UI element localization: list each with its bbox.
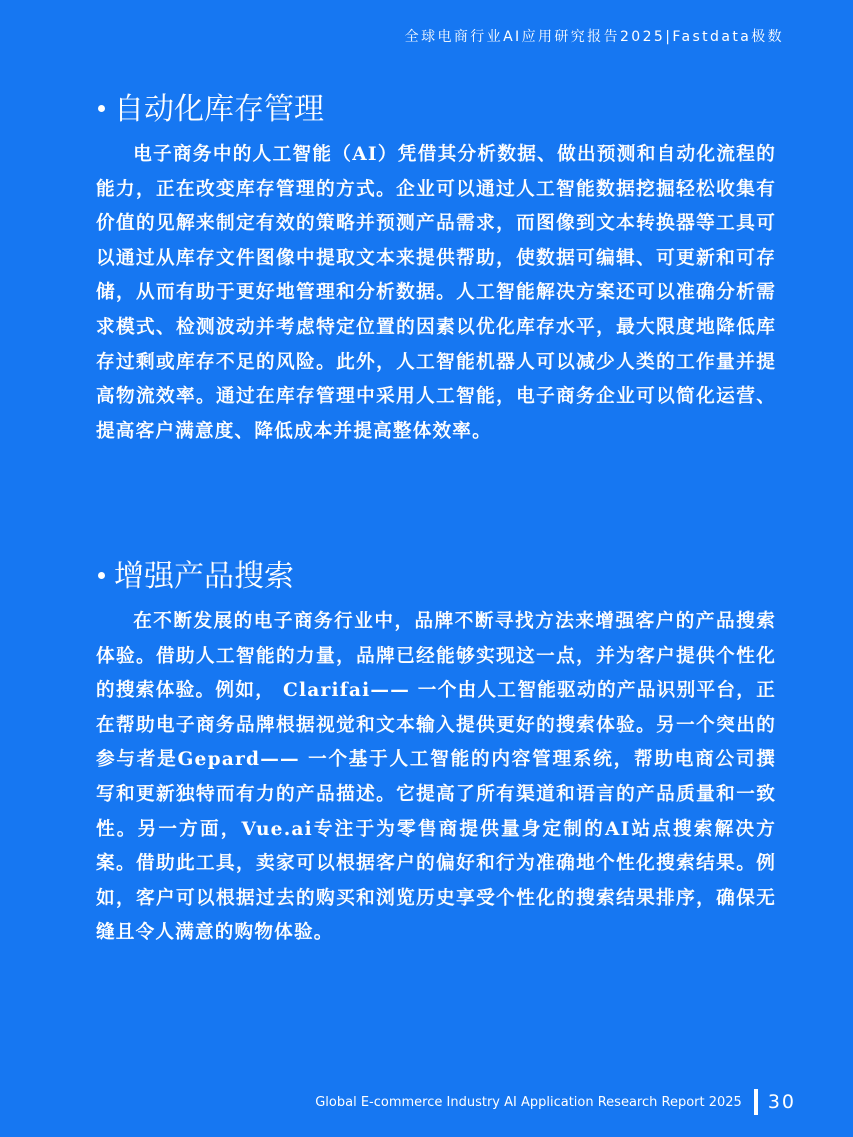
section-heading — [98, 553, 776, 593]
section-heading-text: 增强产品搜索 — [114, 559, 294, 594]
page-number: 30 — [767, 1091, 796, 1113]
section-heading-text: 自动化库存管理 — [114, 92, 324, 127]
footer-report-name: Global E-commerce Industry AI Application Research Report 2025 — [315, 1094, 742, 1110]
report-header: 全球电商行业AI应用研究报告2025|Fastdata极数 — [404, 29, 784, 45]
section-product-search — [96, 553, 776, 951]
bullet-icon — [98, 572, 105, 579]
section-paragraph: 电子商务中的人工智能（AI）凭借其分析数据、做出预测和自动化流程的能力，正在改变库存管理的方式。企业可以通过人工智能数据挖掘轻松收集有价值的见解来制定有效的策略并预测产品需求，而图像到文本转换器等工具可以通过从库存文件图像中提取文本来提供帮助，使数据可编辑、可更新和可存储，从而有助于更好地管理和分析数据。人工智能解决方案还可以准确分析需求模式、检测波动并考虑特定位置的因素以优化库存水平，最大限度地降低库存过剩或库存不足的风险。此外，人工智能机器人可以减少人类的工作量并提高物流效率。通过在库存管理中采用人工智能，电子商务企业可以简化运营、提高客户满意度、降低成本并提高整体效率。 — [96, 144, 776, 442]
page-footer — [315, 1088, 796, 1116]
footer-divider — [754, 1089, 758, 1115]
section-paragraph: 在不断发展的电子商务行业中，品牌不断寻找方法来增强客户的产品搜索体验。借助人工智能的力量，品牌已经能够实现这一点，并为客户提供个性化的搜索体验。例如， Clarifai—— 一个由人工智能驱动的产品识别平台，正在帮助电子商务品牌根据视觉和文本输入提供更好的搜索体验。另一个突出的参与者是Gepard—— 一个基于人工智能的内容管理系统，帮助电商公司撰写和更新独特而有力的产品描述。它提高了所有渠道和语言的产品质量和一致性。另一方面，Vue.ai专注于为零售商提供量身定制的AI站点搜索解决方案。借助此工具，卖家可以根据客户的偏好和行为准确地个性化搜索结果。例如，客户可以根据过去的购买和浏览历史享受个性化的搜索结果排序，确保无缝且令人满意的购物体验。 — [96, 611, 776, 944]
section-inventory-management — [96, 86, 776, 449]
section-heading — [98, 86, 776, 126]
bullet-icon — [98, 105, 105, 112]
